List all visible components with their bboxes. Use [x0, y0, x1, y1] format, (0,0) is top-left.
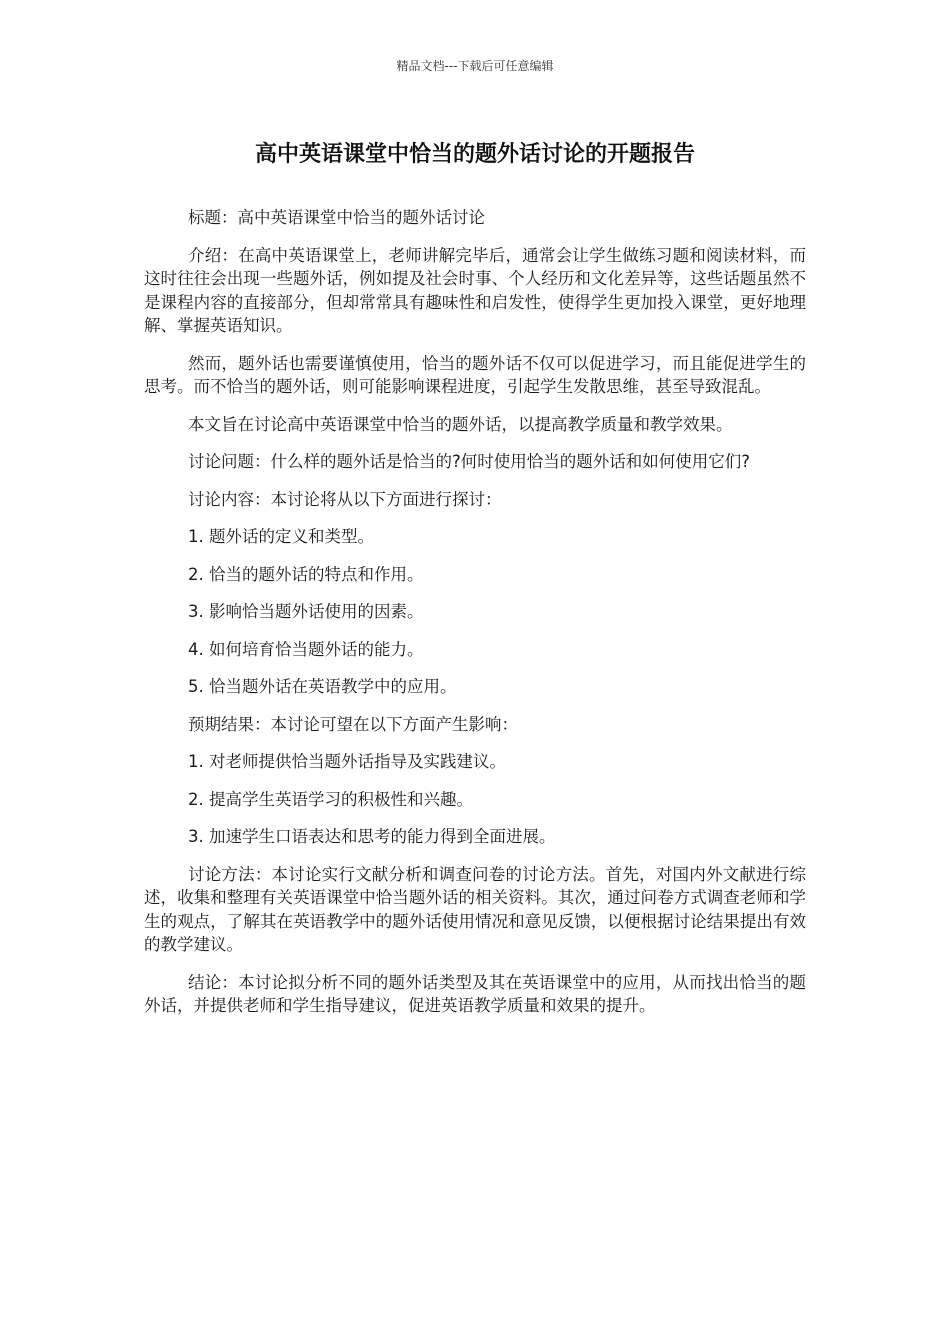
paragraph-topic: 标题：高中英语课堂中恰当的题外话讨论 — [188, 208, 485, 227]
list-item: 1. 对老师提供恰当题外话指导及实践建议。 — [188, 752, 506, 771]
list-item: 4. 如何培育恰当题外话的能力。 — [188, 639, 424, 659]
paragraph-caution: 然而，题外话也需要谨慎使用，恰当的题外话不仅可以促进学习，而且能促进学生的思考。而不恰当的题外话，则可能影响课程进度，引起学生发散思维，甚至导致混乱。 — [144, 353, 806, 396]
paragraph-research-questions: 讨论问题：什么样的题外话是恰当的?何时使用恰当的题外话和如何使用它们? — [188, 452, 751, 471]
list-item: 2. 恰当的题外话的特点和作用。 — [188, 564, 424, 584]
document-title: 高中英语课堂中恰当的题外话讨论的开题报告 — [254, 142, 695, 167]
header-note: 精品文档---下载后可任意编辑 — [396, 59, 554, 73]
paragraph-purpose: 本文旨在讨论高中英语课堂中恰当的题外话，以提高教学质量和教学效果。 — [188, 414, 733, 434]
list-item: 2. 提高学生英语学习的积极性和兴趣。 — [188, 789, 473, 809]
paragraph-methods: 讨论方法：本讨论实行文献分析和调查问卷的讨论方法。首先，对国内外文献进行综述，收集和整理有关英语课堂中恰当题外话的相关资料。其次，通过问卷方式调查老师和学生的观点，了解其在英语教学中的题外话使用情况和意见反馈，以便根据讨论结果提出有效的教学建议。 — [144, 864, 806, 954]
list-item: 1. 题外话的定义和类型。 — [188, 527, 374, 546]
list-item: 5. 恰当题外话在英语教学中的应用。 — [188, 677, 457, 696]
list-item: 3. 加速学生口语表达和思考的能力得到全面进展。 — [188, 827, 556, 846]
paragraph-introduction: 介绍：在高中英语课堂上，老师讲解完毕后，通常会让学生做练习题和阅读材料，而这时往往会出现一些题外话，例如提及社会时事、个人经历和文化差异等，这些话题虽然不是课程内容的直接部分，但却常常具有趣味性和启发性，使得学生更加投入课堂，更好地理解、掌握英语知识。 — [144, 245, 806, 335]
paragraph-content-heading: 讨论内容：本讨论将从以下方面进行探讨： — [188, 489, 502, 509]
paragraph-expected-results: 预期结果：本讨论可望在以下方面产生影响： — [188, 714, 518, 734]
list-item: 3. 影响恰当题外话使用的因素。 — [188, 602, 424, 621]
paragraph-conclusion: 结论：本讨论拟分析不同的题外话类型及其在英语课堂中的应用，从而找出恰当的题外话，并提供老师和学生指导建议，促进英语教学质量和效果的提升。 — [144, 972, 806, 1015]
document-body — [144, 206, 806, 1032]
